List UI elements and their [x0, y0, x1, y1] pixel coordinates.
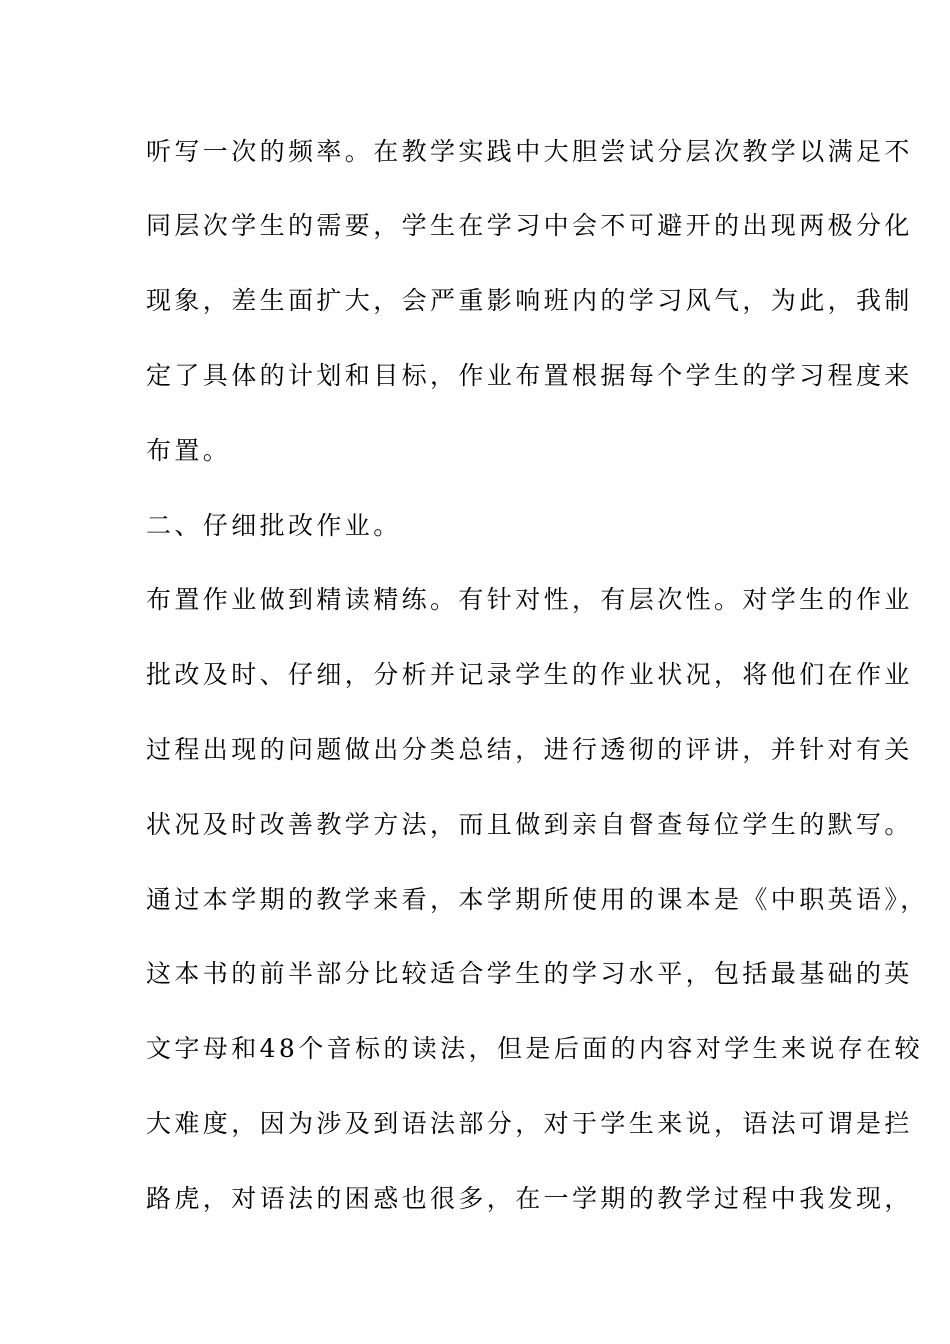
section-heading: 二、仔细批改作业。	[146, 511, 402, 540]
text-line: 状况及时改善教学方法，而且做到亲自督查每位学生的默写。	[146, 810, 913, 839]
text-line: 现象，差生面扩大，会严重影响班内的学习风气，为此，我制	[146, 286, 913, 315]
text-line: 通过本学期的教学来看，本学期所使用的课本是《中职英语》，	[146, 885, 929, 914]
text-line: 布置作业做到精读精练。有针对性，有层次性。对学生的作业	[146, 585, 913, 614]
text-line: 批改及时、仔细，分析并记录学生的作业状况，将他们在作业	[146, 660, 913, 689]
text-line: 定了具体的计划和目标，作业布置根据每个学生的学习程度来	[146, 361, 913, 390]
text-line: 同层次学生的需要，学生在学习中会不可避开的出现两极分化	[146, 211, 913, 240]
text-line: 大难度，因为涉及到语法部分，对于学生来说，语法可谓是拦	[146, 1109, 913, 1138]
text-line: 这本书的前半部分比较适合学生的学习水平，包括最基础的英	[146, 959, 913, 988]
text-line: 路虎，对语法的困惑也很多，在一学期的教学过程中我发现，	[146, 1184, 913, 1213]
text-line: 过程出现的问题做出分类总结，进行透彻的评讲，并针对有关	[146, 735, 913, 764]
text-line: 文字母和48个音标的读法，但是后面的内容对学生来说存在较	[146, 1034, 924, 1063]
text-line: 听写一次的频率。在教学实践中大胆尝试分层次教学以满足不	[146, 137, 913, 166]
text-line: 布置。	[146, 436, 232, 465]
